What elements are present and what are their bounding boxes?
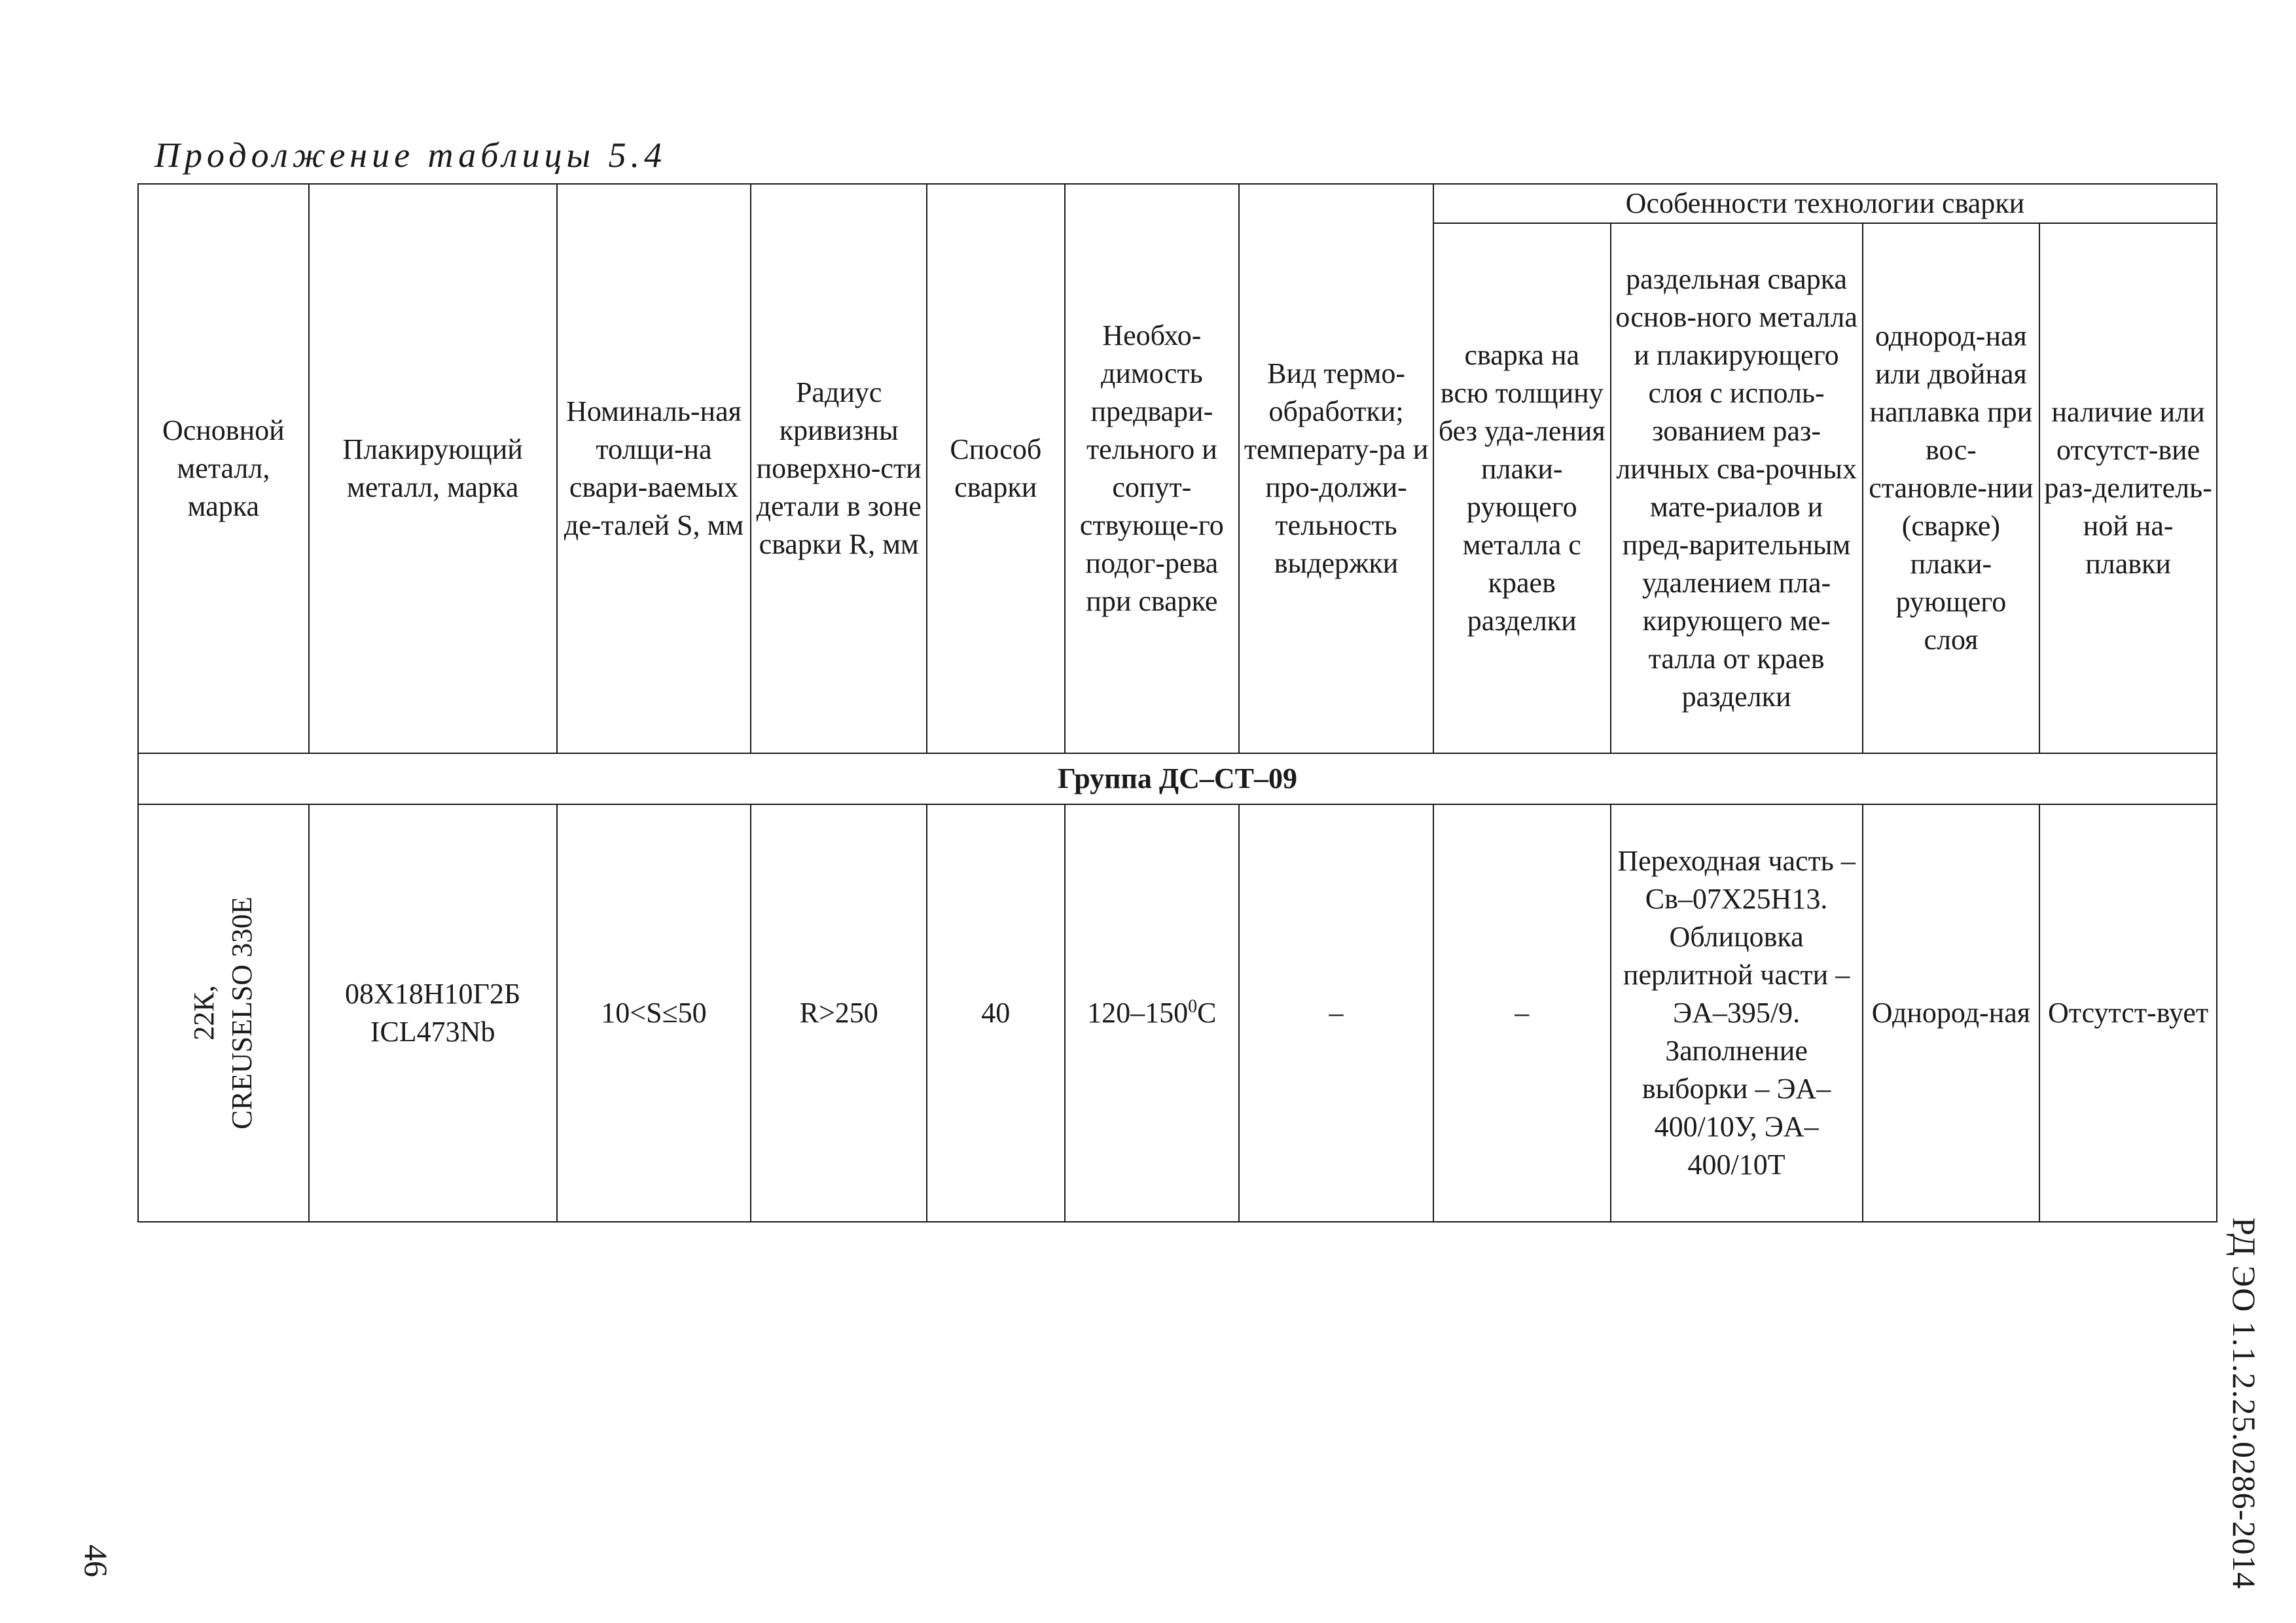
cell-base-metal: [138, 804, 309, 1222]
header-radius: Радиус кривизны поверхно-сти детали в зоне сварки R, мм: [751, 184, 927, 753]
welding-table: [137, 183, 2217, 1222]
preheat-value: 120–150: [1087, 997, 1189, 1029]
page-number: 46: [78, 1544, 115, 1577]
document-code: РД ЭО 1.1.2.25.0286-2014: [2226, 1217, 2263, 1590]
base-metal-line1: 22К,: [188, 985, 221, 1041]
header-single-double: однород-ная или двойная наплавка при вос-становле-нии (сварке) плаки-рующего слоя: [1863, 223, 2040, 753]
header-preheat: Необхо-димость предвари-тельного и сопут-ствующе-го подог-рева при сварке: [1065, 184, 1240, 753]
cell-heat-treatment: –: [1239, 804, 1433, 1222]
cell-thickness: 10<S≤50: [557, 804, 751, 1222]
preheat-degree: 0: [1188, 996, 1198, 1017]
header-method: Способ сварки: [927, 184, 1065, 753]
cell-method: 40: [927, 804, 1065, 1222]
header-features-group: Особенности технологии сварки: [1433, 184, 2217, 223]
header-thickness: Номиналь-ная толщи-на свари-ваемых де-талей S, мм: [557, 184, 751, 753]
group-label: Группа ДС–СТ–09: [138, 753, 2217, 804]
cell-separating-layer: Отсутст-вует: [2039, 804, 2217, 1222]
header-base-metal: Основной металл, марка: [138, 184, 309, 753]
table-row: [138, 804, 2217, 1222]
header-clad-metal: Плакирующий металл, марка: [309, 184, 557, 753]
header-separating-layer: наличие или отсутст-вие раз-делитель-ной на-плавки: [2039, 223, 2217, 753]
header-heat-treatment: Вид термо-обработки; температу-ра и про-должи-тельность выдержки: [1239, 184, 1433, 753]
cell-single-double: Однород-ная: [1863, 804, 2040, 1222]
base-metal-line2: CREUSELSO 330E: [226, 897, 259, 1130]
cell-preheat: [1065, 804, 1240, 1222]
cell-clad-metal: 08Х18Н10Г2Б ICL473Nb: [309, 804, 557, 1222]
table-caption: Продолжение таблицы 5.4: [154, 135, 667, 175]
preheat-unit: С: [1197, 997, 1217, 1029]
header-separate-welding: раздельная сварка основ-ного металла и плакирующего слоя с исполь-зованием раз-личных сва-рочных мате-риалов и пред-варительным удалением пла-кирующего ме-талла от краев разделки: [1611, 223, 1863, 753]
cell-radius: R>250: [751, 804, 927, 1222]
header-full-thickness: сварка на всю толщину без уда-ления плаки-рующего металла с краев разделки: [1433, 223, 1611, 753]
cell-full-thickness: –: [1433, 804, 1611, 1222]
cell-separate-welding: Переходная часть – Св–07Х25Н13. Облицовка перлитной части – ЭА–395/9. Заполнение выборки – ЭА–400/10У, ЭА–400/10Т: [1611, 804, 1863, 1222]
